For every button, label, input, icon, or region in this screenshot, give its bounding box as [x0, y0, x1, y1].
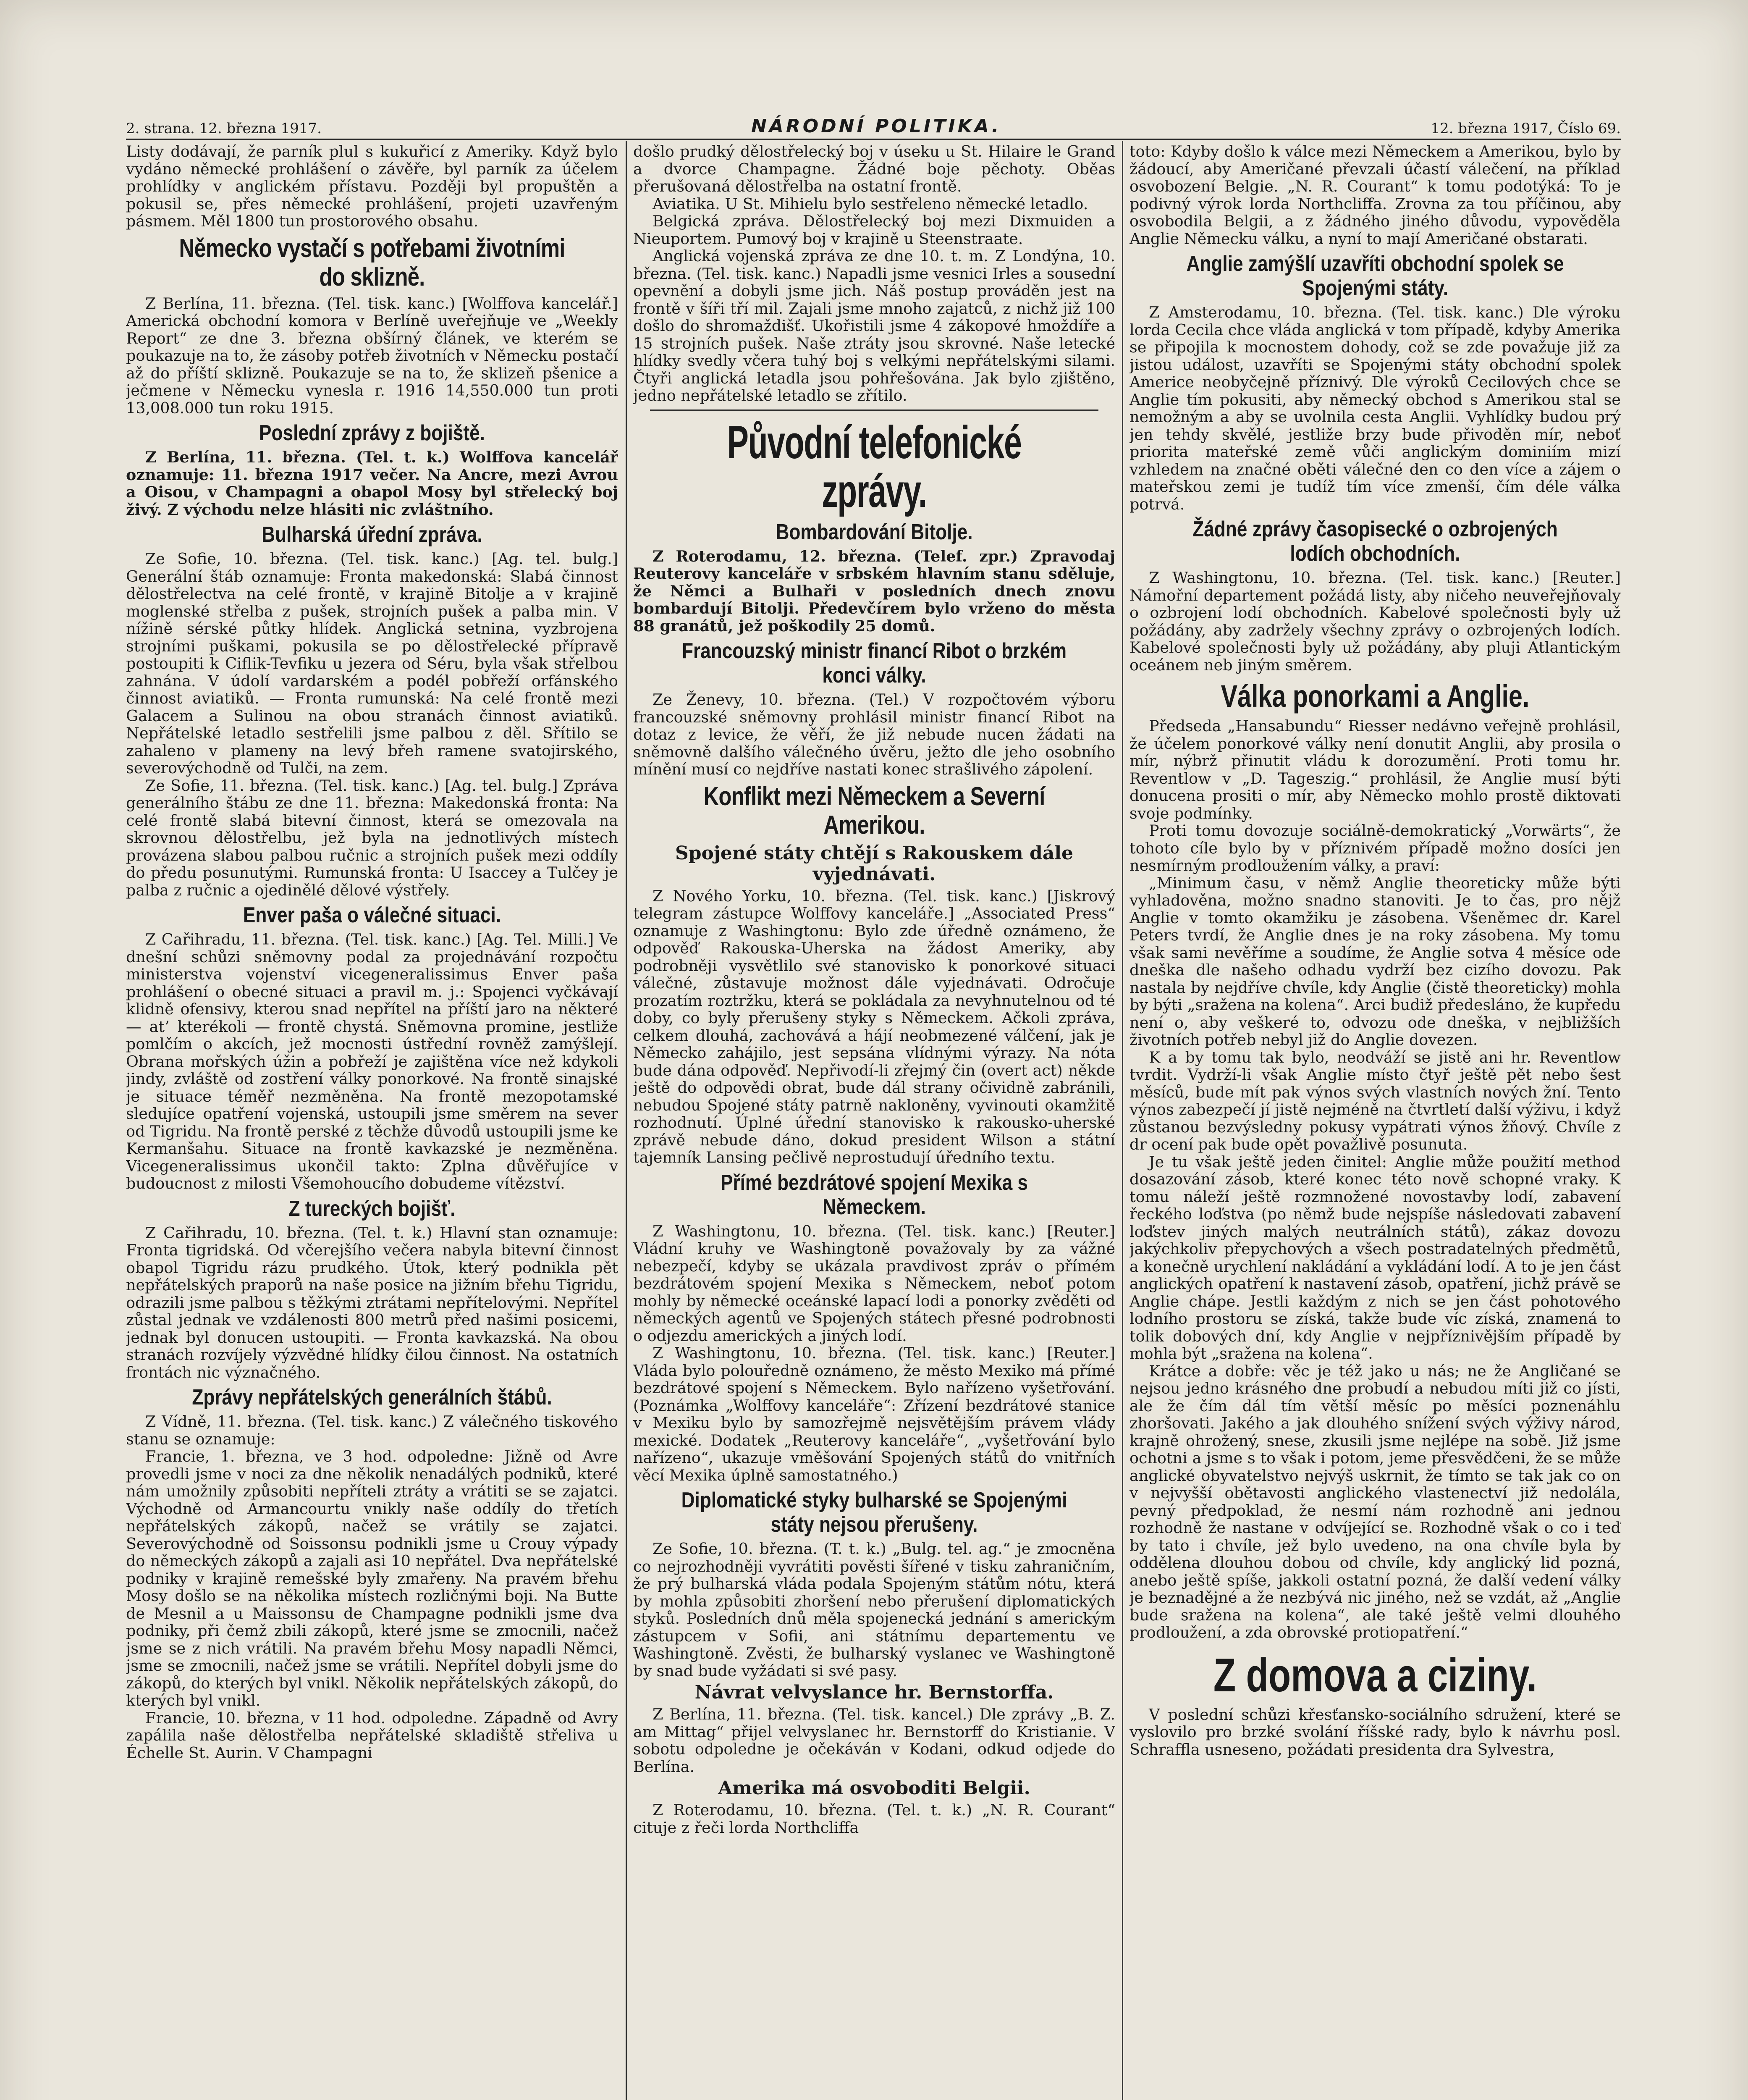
article-text: Ze Sofie, 10. března. (T. t. k.) „Bulg. tel. ag.“ je zmocněna co nejrozhodněji vyvrátiti pověsti šířené v tisku zahraničním, že prý bulharská vláda podala Spojeným státům nótu, která by mohla způsobiti zhoršení nebo přerušení diplomatických styků. Posledních dnů měla spojenecká jednání s americkým zástupcem v Sofii, ani státnímu departementu ve Washingtoně. Zvěsti, že bulharský vyslanec ve Washingtoně by snad bude vyžádati si své pasy. [633, 1540, 1115, 1680]
column-divider-2 [1122, 141, 1123, 2100]
header-rule [126, 139, 1621, 140]
article-text: Francie, 10. března, v 11 hod. odpoledne. Západně od Avry zapálila naše dělostřelba nepřátelské skladiště střeliva u Échelle St. Aurin. V Champagni [126, 1709, 618, 1762]
page-header [126, 113, 1621, 137]
article-text: Krátce a dobře: věc je též jako u nás; ne že Angličané se nejsou jedno krásného dne probudí a nebudou míti již co jísti, ale že čím dál tím větší měsíc po měsíci poznenáhlu zhoršovati. Jakého a jak dlouhého snížení svých výživy národ, krajně ohrožený, snese, zkusili jsme nejlépe na sobě. Již jsme ochotni a jsme s to však i potom, jeme přesvědčeni, že se může anglické obyvatelstvo nejvýš uskrnit, že tímto se tak jak co on v nejvyšší obětavosti anglického vlastenectví již nedolála, pevný předpoklad, že nesmí nám rozhodně ani jednou rozhodně že nastane v odvíjející se. Rozhodně však o co i teď by tato i chvíle, jež bylo uvedeno, na ona chvíle byla by oddělena dlouhou dobou od chvíle, kdy anglický lid pozná, anebo ještě spíše, jakkoli ostatní pozná, že další vedení války je beznadějné a že nezbývá nic jiného, než se vzdát, až „Anglie bude sražena na kolena“, ale také ještě velmi dlouhého prodloužení, a zda obrovské protiopatření.“ [1130, 1362, 1621, 1641]
section-title: Válka ponorkami a Anglie. [1221, 679, 1530, 714]
article-text: Z Roterodamu, 12. března. (Telef. zpr.) Zpravodaj Reuterovy kanceláře v srbském hlavním stanu sděluje, že Němci a Bulhaři v posledních dnech znovu bombardují Bitolji. Předevčírem bylo vrženo do města 88 granátů, jež poškodily 25 domů. [633, 547, 1115, 635]
article-text: Francie, 1. března, ve 3 hod. odpoledne: Jižně od Avre provedli jsme v noci za dne několik nenadálých podniků, které nám umožnily způsobiti nepříteli ztráty a vrátiti se se zajatci. Východně od Armancourtu vnikly naše oddíly do třetích nepřátelských zákopů, načež se vrátily se zajatci. Severovýchodně od Soissonsu podnikli jsme u Crouy výpady do německých zákopů a zajali asi 10 nepřátel. Dva nepřátelské podniky v krajině remešské byly zmařeny. Na pravém břehu Mosy došlo se na několika místech rozličnými boji. Na Butte de Mesnil a u Maissonsu de Champagne podnikli jsme dva podniky, při čemž zbili zákopů, které jsme se zmocnili, načež jsme se z nich vrátili. Na pravém břehu Mosy napadli Němci, jsme se zmocnili, načež jsme se vrátili. Nepřítel dobyli jsme do zákopů, do kterých byl vnikl. Několik nepřátelských zákopů, do kterých byl vnikl. [126, 1447, 618, 1709]
article-text: Z Cařihradu, 10. března. (Tel. t. k.) Hlavní stan oznamuje: Fronta tigridská. Od včerejšího večera nabyla bitevní činnost obapol Tigridu rázu prudkého. Útok, který podnikla pět nepřátelských praporů na naše posice na jižním břehu Tigridu, odrazili jsme palbou s těžkými ztrátami nepřítelovými. Nepřítel zůstal jednak ve vzdálenosti 800 metrů před našimi posicemi, jednak byl donucen ustoupiti. — Fronta kavkazská. Na obou stranách rozvíjely výzvědné hlídky čilou činnost. Na ostatních frontách nic význačného. [126, 1223, 618, 1381]
article-text: Aviatika. U St. Mihielu bylo sestřeleno německé letadlo. [653, 194, 1088, 213]
column-1 [126, 143, 618, 2100]
article-text: Předseda „Hansabundu“ Riesser nedávno veřejně prohlásil, že účelem ponorkové války není donutit Anglii, aby prosila o mír, nýbrž přinutit vládu k dorozumění. Proti tomu hr. Reventlow v „D. Tageszig.“ prohlásil, že Anglie musí býti donucena prositi o mír, aby Německo mohlo prostě diktovati svoje podmínky. [1130, 717, 1621, 822]
headline: Přímé bezdrátové spojení Mexika s Německem. [720, 1170, 1028, 1219]
article-text: Je tu však ještě jeden činitel: Anglie může použití method dosazování zásob, které konec této nově schopné vraky. K tomu náleží ještě rozmnožené novostavby lodí, zabavení řeckého loďstva (po němž bude nejspíše následovati zabavení loďstev jiných malých neutrálních států), zákaz dovozu jakýchkoliv přepychových a všech postradatelných předmětů, a konečně urychlení nakládání a vykládání lodí. A to je jen část anglických opatření k nastavení zásob, opatření, jichž právě se Anglie chápe. Jestli každým z nich se jen část pohotového lodního prostoru se získá, takže bude víc získá, znamená to tolik dobových dní, kdy Anglie v nejpříznivějším případě by mohla být „sražena na kolena“. [1130, 1152, 1621, 1362]
article-text: toto: Kdyby došlo k válce mezi Německem a Amerikou, bylo by žádoucí, aby Američané převzali účastí válečení, na příklad osvobození Belgie. „N. R. Courant“ k tomu podotýká: To je podivný výrok lorda Northcliffa. Zrovna za tou příčinou, aby osvobodila Belgii, a z žádného jiného důvodu, vypověděla Anglie Německu válku, a nyní to mají Američané obstarati. [1130, 143, 1621, 248]
article-text: Z Washingtonu, 10. března. (Tel. tisk. kanc.) [Reuter.] Vláda bylo polouředně oznámeno, že město Mexiko má přímé bezdrátové spojení s Německem. Bylo nařízeno vyšetřování. (Poznámka „Wolffovy kanceláře“: Zřízení bezdrátové stanice v Mexiku bylo by samozřejmě nejsvětějším právem vlády mexické. Dodatek „Reuterovy kanceláře“, „vyšetřování bylo nařízeno“, ukazuje vměšování Spojených států do vnitřních věcí Mexika úplně samostatného.) [633, 1344, 1115, 1484]
article-text: Z Berlína, 11. března. (Tel. tisk. kancel.) Dle zprávy „B. Z. am Mittag“ přijel velvyslanec hr. Bernstorff do Kristianie. V sobotu odpoledne je očekáván v Kodani, odkud odjede do Berlína. [633, 1705, 1115, 1776]
article-text: Z Cařihradu, 11. března. (Tel. tisk. kanc.) [Ag. Tel. Milli.] Ve dnešní schůzi sněmovny podal za projednávání rozpočtu ministerstva vojenství vicegeneralissimus Enver paša prohlášení o obecné situaci a pravil m. j.: Spojenci vyčkávají klidně ofensivy, kterou snad nepřítel na příští jaro na některé — at’ kterékoli — frontě chystá. Sněmovna promine, jestliže pomlčím o akcích, jež mocnosti ústřední rovněž zamýšlejí. Obrana mořských úžin a pobřeží je zajištěna více než kdykoli jindy, zvláště od zostření války ponorkové. Na frontě sinajské je situace téměř nezměněna. Na frontě mezopotamské sledujíce opatření vojenská, ustoupili jsme směrem na sever od Tigridu. Na frontě perské z těchže důvodů ustoupili jsme ke Kermanšahu. Situace na frontě kavkazské je nezměněna. Vicegeneralissimus ukončil takto: Zplna důvěřujíce v budoucnost z milosti Všemohoucího dobudeme vítězství. [126, 930, 618, 1192]
article-text: Ze Ženevy, 10. března. (Tel.) V rozpočtovém výboru francouzské sněmovny prohlásil ministr financí Ribot na dotaz z levice, že věří, že již nebude nucen žádati na sněmovně dalšího válečného úvěru, ježto dle jeho osobního mínění musí co nejdříve nastati konec strašlivého zápolení. [633, 690, 1115, 778]
article-text: Z Washingtonu, 10. března. (Tel. tisk. kanc.) [Reuter.] Vládní kruhy ve Washingtoně považovaly by za vážné nebezpečí, kdyby se ukázala pravdivost zpráv o přímém bezdrátovém spojení Mexika s Německem, neboť potom mohly by německé oceánské lapací lodi a ponorky zvěděti od německých agentů ve Spojených státech přesné podrobnosti o odjezdu amerických a jiných lodí. [633, 1222, 1115, 1345]
section-title: Původní telefonické zprávy. [727, 416, 1022, 517]
article-text: Z Vídně, 11. března. (Tel. tisk. kanc.) Z válečného tiskového stanu se oznamuje: [126, 1412, 618, 1448]
headline: Diplomatické styky bulharské se Spojenými státy nejsou přerušeny. [681, 1488, 1067, 1537]
headline: Konflikt mezi Německem a Severní Amerikou. [703, 782, 1045, 840]
headline: Anglie zamýšlí uzavříti obchodní spolek se Spojenými státy. [1186, 252, 1564, 300]
headline: Návrat velvyslance hr. Bernstorffa. [694, 1682, 1054, 1703]
article-text: Z Berlína, 11. března. (Tel. t. k.) Wolffova kancelář oznamuje: 11. března 1917 večer. Na Ancre, mezi Avrou a Oisou, v Champagni a obapol Mosy byl střelecký boj živý. Z východu nelze hlásiti nic zvláštního. [126, 448, 618, 519]
article-text: Ze Sofie, 10. března. (Tel. tisk. kanc.) [Ag. tel. bulg.] Generální štáb oznamuje: Fronta makedonská: Slabá činnost dělostřelectva na celé frontě, v krajině Bitolje a v krajině moglenské střelba z pušek, strojních pušek a palba min. V nížině sérské půtky hlídek. Anglická setnina, vyzbrojena strojními puškami, pokusila se po dělostřelecké přípravě postoupiti k Ciflik-Tevfiku u jezera od Séru, byla však střelbou zahnána. V údolí vardarském a podél pobřeží orfánského činnost aviatiků. — Fronta rumunská: Na celé frontě mezi Galacem a Sulinou na obou stranách činnost aviatiků. Nepřátelské letadlo sestřelili jsme palbou z děl. Sřítilo se zahaleno v plameny na levý břeh ramene svatojirského, severovýchodně od Tulči, na zem. [126, 550, 618, 777]
article-text: Z Roterodamu, 10. března. (Tel. t. k.) „N. R. Courant“ cituje z řeči lorda Northcliffa [633, 1801, 1115, 1837]
headline: Bombardování Bitolje. [776, 520, 973, 544]
subheadline: Spojené státy chtějí s Rakouskem dále vyjednávati. [675, 842, 1074, 885]
headline: Žádné zprávy časopisecké o ozbrojených lodích obchodních. [1192, 517, 1558, 566]
section-separator [650, 410, 1098, 411]
article-text: „Minimum času, v němž Anglie theoreticky může býti vyhladověna, možno snadno stanoviti. Je to čas, pro nějž Anglie v tomto okamžiku je zásobena. Všeněmec dr. Karel Peters tvrdí, že Anglie dnes je na roky zásobena. My tomu však sami nevěříme a soudíme, že Anglie sotva 4 měsíce ode dneška dle našeho odhadu vydrží bez cizího dovozu. Pak nastala by nejdříve chvíle, kdy Anglie (čistě theoreticky) mohla by býti „sražena na kolena“. Arci budiž předesláno, že kupředu není o, aby veškeré to, odvozu ode dneška, v nejbližších životních potřeb nebyl již do Anglie dovezen. [1130, 874, 1621, 1049]
article-text: Ze Sofie, 11. března. (Tel. tisk. kanc.) [Ag. tel. bulg.] Zpráva generálního štábu ze dne 11. března: Makedonská fronta: Na celé frontě slabá bitevní činnost, která se omezovala na skrovnou dělostřelbu, jež byla na jednotlivých místech provázena slabou palbou ručnic a strojních pušek mezi oddíly do předu posunutými. Rumunská fronta: U Isaccey a Tulčey je palba z ručnic a ojedinělé dělové výstřely. [126, 776, 618, 899]
headline: Bulharská úřední zpráva. [262, 522, 482, 547]
article-text: Proti tomu dovozuje sociálně-demokratický „Vorwärts“, že tohoto cíle bylo by v příznivém případě možno dosíci jen nesmírným prodloužením války, a praví: [1130, 822, 1621, 874]
article-text: došlo prudký dělostřelecký boj v úseku u St. Hilaire le Grand a dvorce Champagne. Žádné boje pěchoty. Oběas přerušovaná dělostřelba na ostatní frontě. [633, 143, 1115, 195]
article-text: Belgická zpráva. Dělostřelecký boj mezi Dixmuiden a Nieuportem. Pumový boj v krajině u Steenstraate. [633, 212, 1115, 248]
article-text: V poslední schůzi křesťansko-sociálního sdružení, které se vyslovilo pro brzké svolání říšské rady, bylo k návrhu posl. Schraffla usneseno, požádati presidenta dra Sylvestra, [1130, 1705, 1621, 1759]
headline: Enver paša o válečné situaci. [243, 903, 501, 927]
headline: Poslední zprávy z bojiště. [259, 421, 485, 445]
article-text: Z Berlína, 11. března. (Tel. tisk. kanc.) [Wolffova kancelář.] Americká obchodní komora v Berlíně uveřejňuje ve „Weekly Report“ ze dne 3. března obšírný článek, ve kterém se poukazuje na to, že zásoby potřeb životních v Německu postačí až do příští sklizně. Poukazuje se na to, že sklizeň pšenice a ječmene v Německu vynesla r. 1916 14,550.000 tun proti 13,008.000 tun roku 1915. [126, 294, 618, 417]
article-text: Z Washingtonu, 10. března. (Tel. tisk. kanc.) [Reuter.] Námořní departement požádá listy, aby ničeho neuveřejňovaly o ozbrojení lodí obchodních. Kabelové společnosti byly už požádány, aby zadržely všechny zprávy o ozbrojených lodích. Kabelové společnosti byly už požádány, aby pluji Atlantickým oceánem neb jiným směrem. [1130, 569, 1621, 674]
header-right: 12. března 1917, Číslo 69. [1431, 120, 1621, 137]
headline: Zprávy nepřátelských generálních štábů. [192, 1385, 552, 1410]
header-left: 2. strana. 12. března 1917. [126, 120, 322, 137]
headline: Francouzský ministr financí Ribot o brzkém konci války. [681, 639, 1067, 688]
article-text: Listy dodávají, že parník plul s kukuřicí z Ameriky. Když bylo vydáno německé prohlášení o závěře, byl parník za účelem prohlídky v anglickém přístavu. Později byl propuštěn a pokusil se, přes německé prohlášení, projeti uzavřeným pásmem. Měl 1800 tun prostorového obsahu. [126, 143, 618, 230]
article-text: Anglická vojenská zpráva ze dne 10. t. m. Z Londýna, 10. března. (Tel. tisk. kanc.) Napadli jsme vesnici Irles a sousední opevnění a dobyli jsme jich. Náš postup prováděn jest na frontě v šíři tří mil. Zajali jsme mnoho zajatců, z nichž již 100 došlo do shromaždišť. Ukořistili jsme 4 zákopové hmoždíře a 15 strojních pušek. Naše ztráty jsou skrovné. Naše letecké hlídky svedly včera tuhý boj s velkými nepřátelskými silami. Čtyři anglická letadla jsou pohřešována. Jak bylo zjištěno, jedno nepřátelské letadlo se zřítilo. [633, 247, 1115, 404]
headline: Amerika má osvoboditi Belgii. [718, 1777, 1030, 1799]
article-text: Z Amsterodamu, 10. března. (Tel. tisk. kanc.) Dle výroku lorda Cecila chce vláda anglická v tom případě, kdyby Amerika se připojila k mocnostem dohody, což se zde považuje již za jistou událost, uzavříti se Spojenými státy obchodní spolek Americe neobyčejně příznivý. Dle výroků Cecilových chce se Anglie tím pokusiti, aby německý obchod s Amerikou stal se nemožným a aby se uvolnila cesta Anglii. Vyhlídky budou prý jen tehdy skvělé, jestliže brzy bude přivoděn mír, neboť priorita mateřské země vůči anglickým dominiím mizí vzhledem na značné oběti válečné den co den více a zájem o mateřskou zemi je tudíž tím více zmenší, čím déle válka potrvá. [1130, 303, 1621, 513]
column-3 [1130, 143, 1621, 2100]
article-text: K a by tomu tak bylo, neodváží se jistě ani hr. Reventlow tvrdit. Vydrží-li však Anglie místo čtyř ještě pět nebo šest měsíců, bude mít pak výnos svých vlastních nových žní. Tento výnos zabezpečí jí jistě nejméně na čtvrtletí další výživu, i když zůstanou bezvýsledny pokusy vypátrati výnos žňový. Chvíle z dr ocení pak bude opět považlivě posunuta. [1130, 1048, 1621, 1153]
column-divider-1 [626, 141, 627, 2100]
headline: Německo vystačí s potřebami životními do sklizně. [179, 234, 565, 291]
column-2 [633, 143, 1115, 2100]
masthead-title: NÁRODNÍ POLITIKA. [751, 116, 1001, 137]
headline: Z tureckých bojišť. [288, 1196, 456, 1221]
section-title: Z domova a ciziny. [1213, 1648, 1537, 1701]
article-text: Z Nového Yorku, 10. března. (Tel. tisk. kanc.) [Jiskrový telegram zástupce Wolffovy kanceláře.] „Associated Press“ oznamuje z Washingtonu: Bylo zde úředně oznámeno, že odpověď Rakouska-Uherska na žádost Ameriky, aby podrobněji vysvětlilo své stanovisko k ponorkové situaci válečné, zůstavuje možnost dále vyjednávati. Odročuje prozatím roztržku, která se pokládala za nevyhnutelnou od té doby, co byly přerušeny styky s Německem. Ačkoli zpráva, celkem dlouhá, zachovává a hájí neobmezené válčení, jak je Německo zahájilo, jest sepsána vlídnými výrazy. Na nóta bude dána odpověď. Nepřivodí-li zřejmý čin (overt act) někde ještě do odpovědi obrat, bude dál strany očividně zabránili, nebudou Spojené státy patrně nakloněny, vyvinouti okamžitě rozhodnutí. Úplné úřední stanovisko k rakousko-uherské zprávě nebude dáno, dokud president Wilson a státní tajemník Lansing pečlivě neprostudují úředního textu. [633, 887, 1115, 1166]
